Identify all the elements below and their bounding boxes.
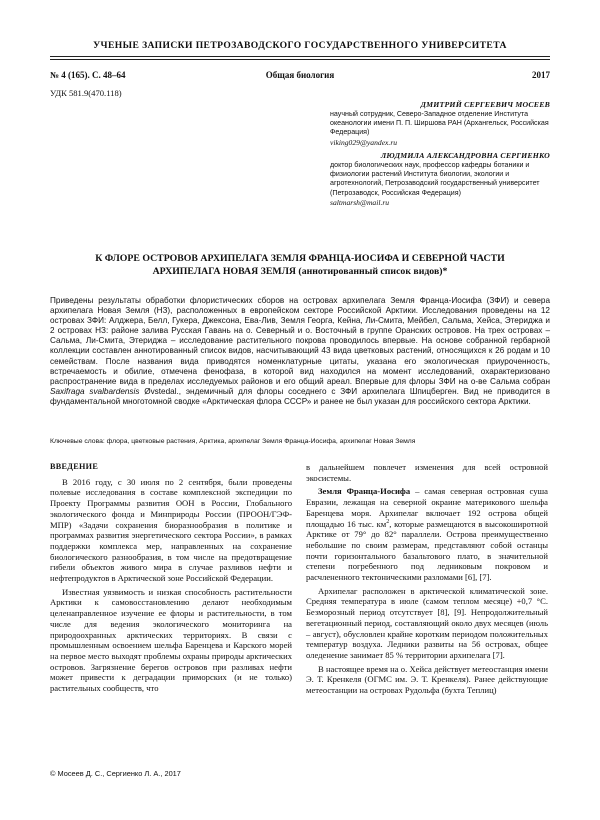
abstract-part-2: Øvstedal., эндемичный для флоры соседнего с ЗФИ архипелага Шпицберген. Вид не приводится в фундаментальной многотомной сводке «Арктическая флора СССР» и ранее не был указан для российского сектора Арктики. xyxy=(50,386,550,406)
title-line-2: АРХИПЕЛАГА НОВАЯ ЗЕМЛЯ (аннотированный список видов)* xyxy=(152,266,448,277)
abstract xyxy=(50,296,550,407)
title-line-1: К ФЛОРЕ ОСТРОВОВ АРХИПЕЛАГА ЗЕМЛЯ ФРАНЦА-ИОСИФА И СЕВЕРНОЙ ЧАСТИ xyxy=(95,253,505,264)
paragraph: В настоящее время на о. Хейса действует метеостанция имени Э. Т. Кренкеля (ОГМС им. Э. Т. Кренкеля). Ранее действующие метеостанции на островах Рудольфа (бухта Теплиц) xyxy=(306,663,548,696)
udk-code: УДК 581.9(470.118) xyxy=(50,88,122,98)
paragraph: в дальнейшем повлечет изменения для всей островной экосистемы. xyxy=(306,462,548,483)
paragraph: Архипелаг расположен в арктической климатической зоне. Средняя температура в июле (самом теплом месяце) +0,7 °С. Безморозный период отсутствует [8], [9]. Непродолжительный вегетационный период, составляющий около двух месяцев (июль – август), обусловлен крайне коротким периодом положительных температур воздуха. Ледники развиты на 56 островах, общее оледенение занимает 85 % территории архипелага [7]. xyxy=(306,585,548,660)
paragraph: Известная уязвимость и низкая способность растительности Арктики к самовосстановлению делают необходимым целенаправленное изучение ее флоры и растительности, в том числе для ведения экологического мониторинга на природоохранных арктических территориях. В связи с промышленным освоением шельфа Баренцева и Карского морей на первое место выходят проблемы охраны природы арктических островов. Загрязнение берегов островов при разливах нефти может привести к деградации приморских (и не только) растительных сообществ, что xyxy=(50,586,292,694)
paragraph xyxy=(306,486,548,582)
issue-number: № 4 (165). С. 48–64 xyxy=(50,70,126,80)
author-name: ЛЮДМИЛА АЛЕКСАНДРОВНА СЕРГИЕНКО xyxy=(380,151,550,160)
term-highlight: Земля Франца-Иосифа xyxy=(318,486,411,497)
author-block-2 xyxy=(330,151,550,208)
left-column xyxy=(50,462,292,697)
author-block-1 xyxy=(330,100,550,147)
author-email[interactable]: saltmarsh@mail.ru xyxy=(330,198,390,208)
article-title xyxy=(50,252,550,278)
author-email[interactable]: viking029@yandex.ru xyxy=(330,137,398,147)
author-affiliation: научный сотрудник, Северо-Западное отделение Института океанологии имени П. П. Ширшова РАН (Архангельск, Российская Федерация) xyxy=(330,109,549,137)
journal-title: УЧЕНЫЕ ЗАПИСКИ ПЕТРОЗАВОДСКОГО ГОСУДАРСТВЕННОГО УНИВЕРСИТЕТА xyxy=(93,40,507,51)
right-column xyxy=(306,462,548,699)
species-name: Saxifraga svalbardensis xyxy=(50,386,140,396)
paragraph-part: – самая северная островная суша Евразии, лежащая на северной окраине материкового шельфа Баренцева моря. Архипелаг включает 192 острова общей площадью 16 тыс. км xyxy=(306,486,548,529)
abstract-part-1: Приведены результаты обработки флористических сборов на островах архипелага Земля Франца-Иосифа (ЗФИ) и севера архипелага Новая Земля (НЗ), расположенных в европейском секторе Российской Арктики. Исследования проведены на 12 островах ЗФИ: Алджера, Белл, Гукера, Джексона, Ева-Лив, Земля Георга, Кейна, Ли-Смита, Мейбел, Сальма, Хейса, Этериджа и 2 островах НЗ: районе залива Русская Гавань на о. Северный и о. Восточный в группе Оранских островов. На трех островах – Сальма, Ли-Смита, Этериджа – исследование растительного покрова проводилось впервые. На основе собранной гербарной коллекции составлен аннотированный список видов, насчитывающий 43 вида цветковых растений, относящихся к 26 родам и 10 семействам. После названия вида приводятся номенклатурные цитаты, указана его экологическая приуроченность, встречаемость и обилие, отмечена фенофаза, в которой вид находился на момент исследований, охарактеризовано распространение вида в пределах исследуемых районов и его общий ареал. Впервые для флоры ЗФИ на о-ве Сальма собран xyxy=(50,296,550,386)
header-rule-top xyxy=(50,56,550,57)
paragraph-part: , которые размещаются в высокоширотной Арктике от 79° до 82° параллели. Острова преимущественно небольшие по своим размерам, представляют собой останцы почти горизонтального базальтового плато, в значительной степени погребенного под ледниковым покровом и расчлененного тектоническими разломами [6], [7]. xyxy=(306,518,548,583)
copyright: © Мосеев Д. С., Сергиенко Л. А., 2017 xyxy=(50,769,181,778)
header-rule-bottom xyxy=(50,59,550,60)
issue-year: 2017 xyxy=(532,70,550,80)
paragraph: В 2016 году, с 30 июля по 2 сентября, были проведены полевые исследования в составе комплексной экспедиции по Проекту Программы развития ООН в России, Глобального экологического фонда и Минприроды России (ПРООН/ГЭФ-МПР) «Задачи сохранения биоразнообразия в политике и программах развития энергетического сектора России», в рамках поддержки комплекса мер, направленных на сохранение биологического разнообразия, в том числе на предотвращение гибели объектов живого мира в случае разливов нефти и нефтепродуктов в Арктической зоне Российской Федерации. xyxy=(50,476,292,584)
issue-meta-row xyxy=(50,70,550,82)
author-name: ДМИТРИЙ СЕРГЕЕВИЧ МОСЕЕВ xyxy=(420,100,550,109)
superscript: 2 xyxy=(386,518,390,525)
keywords: Ключевые слова: флора, цветковые растения, Арктика, архипелаг Земля Франца-Иосифа, архипелаг Новая Земля xyxy=(50,438,416,445)
author-affiliation: доктор биологических наук, профессор кафедры ботаники и физиологии растений Института биологии, экологии и агротехнологий, Петрозаводский государственный университет (Петрозаводск, Российская Федерация) xyxy=(330,160,540,197)
abstract-text xyxy=(50,296,550,407)
section-heading: ВВЕДЕНИЕ xyxy=(50,462,99,471)
section-name: Общая биология xyxy=(265,70,335,80)
